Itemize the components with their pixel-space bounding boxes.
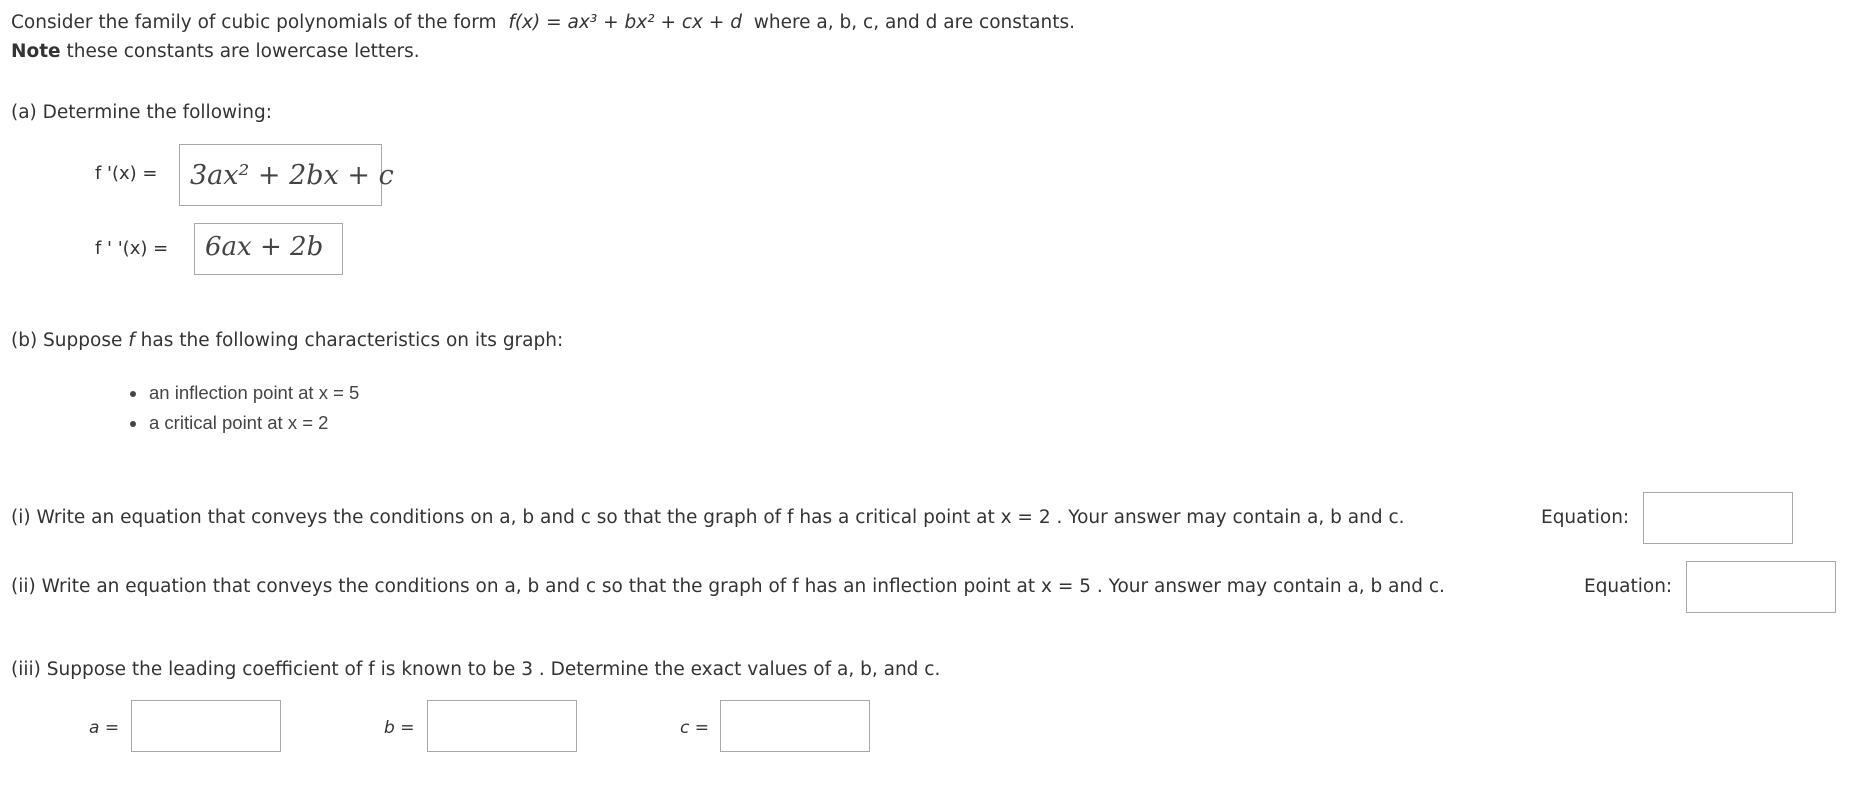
- question-ii-equation-input[interactable]: [1686, 561, 1836, 613]
- second-derivative-answer[interactable]: 6ax + 2b: [194, 223, 343, 275]
- question-ii-equation-label: Equation:: [1584, 576, 1673, 597]
- characteristic-inflection: an inflection point at x = 5: [128, 378, 359, 408]
- question-i-equation-label: Equation:: [1541, 507, 1630, 528]
- c-label: c =: [680, 718, 709, 738]
- c-value-input[interactable]: [720, 700, 870, 752]
- b-value-input[interactable]: [427, 700, 577, 752]
- question-ii-text: (ii) Write an equation that conveys the conditions on a, b and c so that the graph of f has an inflection point at x = 5 . Your answer may contain a, b and c.: [11, 576, 1445, 597]
- note-bold: Note: [11, 41, 61, 62]
- part-b-heading-var: f: [128, 330, 135, 351]
- a-value-input[interactable]: [131, 700, 281, 752]
- part-b-heading-lead: (b) Suppose: [11, 330, 123, 351]
- problem-note: [11, 41, 420, 62]
- second-derivative-label: f ' '(x) =: [95, 238, 169, 259]
- first-derivative-answer[interactable]: 3ax² + 2bx + c: [179, 144, 382, 206]
- part-a-heading: (a) Determine the following:: [11, 102, 272, 123]
- characteristic-critical: a critical point at x = 2: [128, 408, 359, 438]
- intro-lead: Consider the family of cubic polynomials of the form: [11, 12, 497, 33]
- problem-intro: [11, 12, 1075, 33]
- question-i-text: (i) Write an equation that conveys the conditions on a, b and c so that the graph of f has a critical point at x = 2 . Your answer may contain a, b and c.: [11, 507, 1405, 528]
- part-b-heading-tail: has the following characteristics on its graph:: [140, 330, 564, 351]
- first-derivative-label: f '(x) =: [95, 163, 158, 184]
- question-iii-text: (iii) Suppose the leading coefficient of f is known to be 3 . Determine the exact values of a, b, and c.: [11, 659, 941, 680]
- question-i-equation-input[interactable]: [1643, 492, 1793, 544]
- characteristics-list: [128, 378, 359, 438]
- note-rest: these constants are lowercase letters.: [66, 41, 420, 62]
- a-label: a =: [89, 718, 120, 738]
- part-b-heading: [11, 330, 563, 351]
- intro-tail: where a, b, c, and d are constants.: [753, 12, 1076, 33]
- b-label: b =: [384, 718, 415, 738]
- cubic-function: f(x) = ax³ + bx² + cx + d: [508, 12, 742, 33]
